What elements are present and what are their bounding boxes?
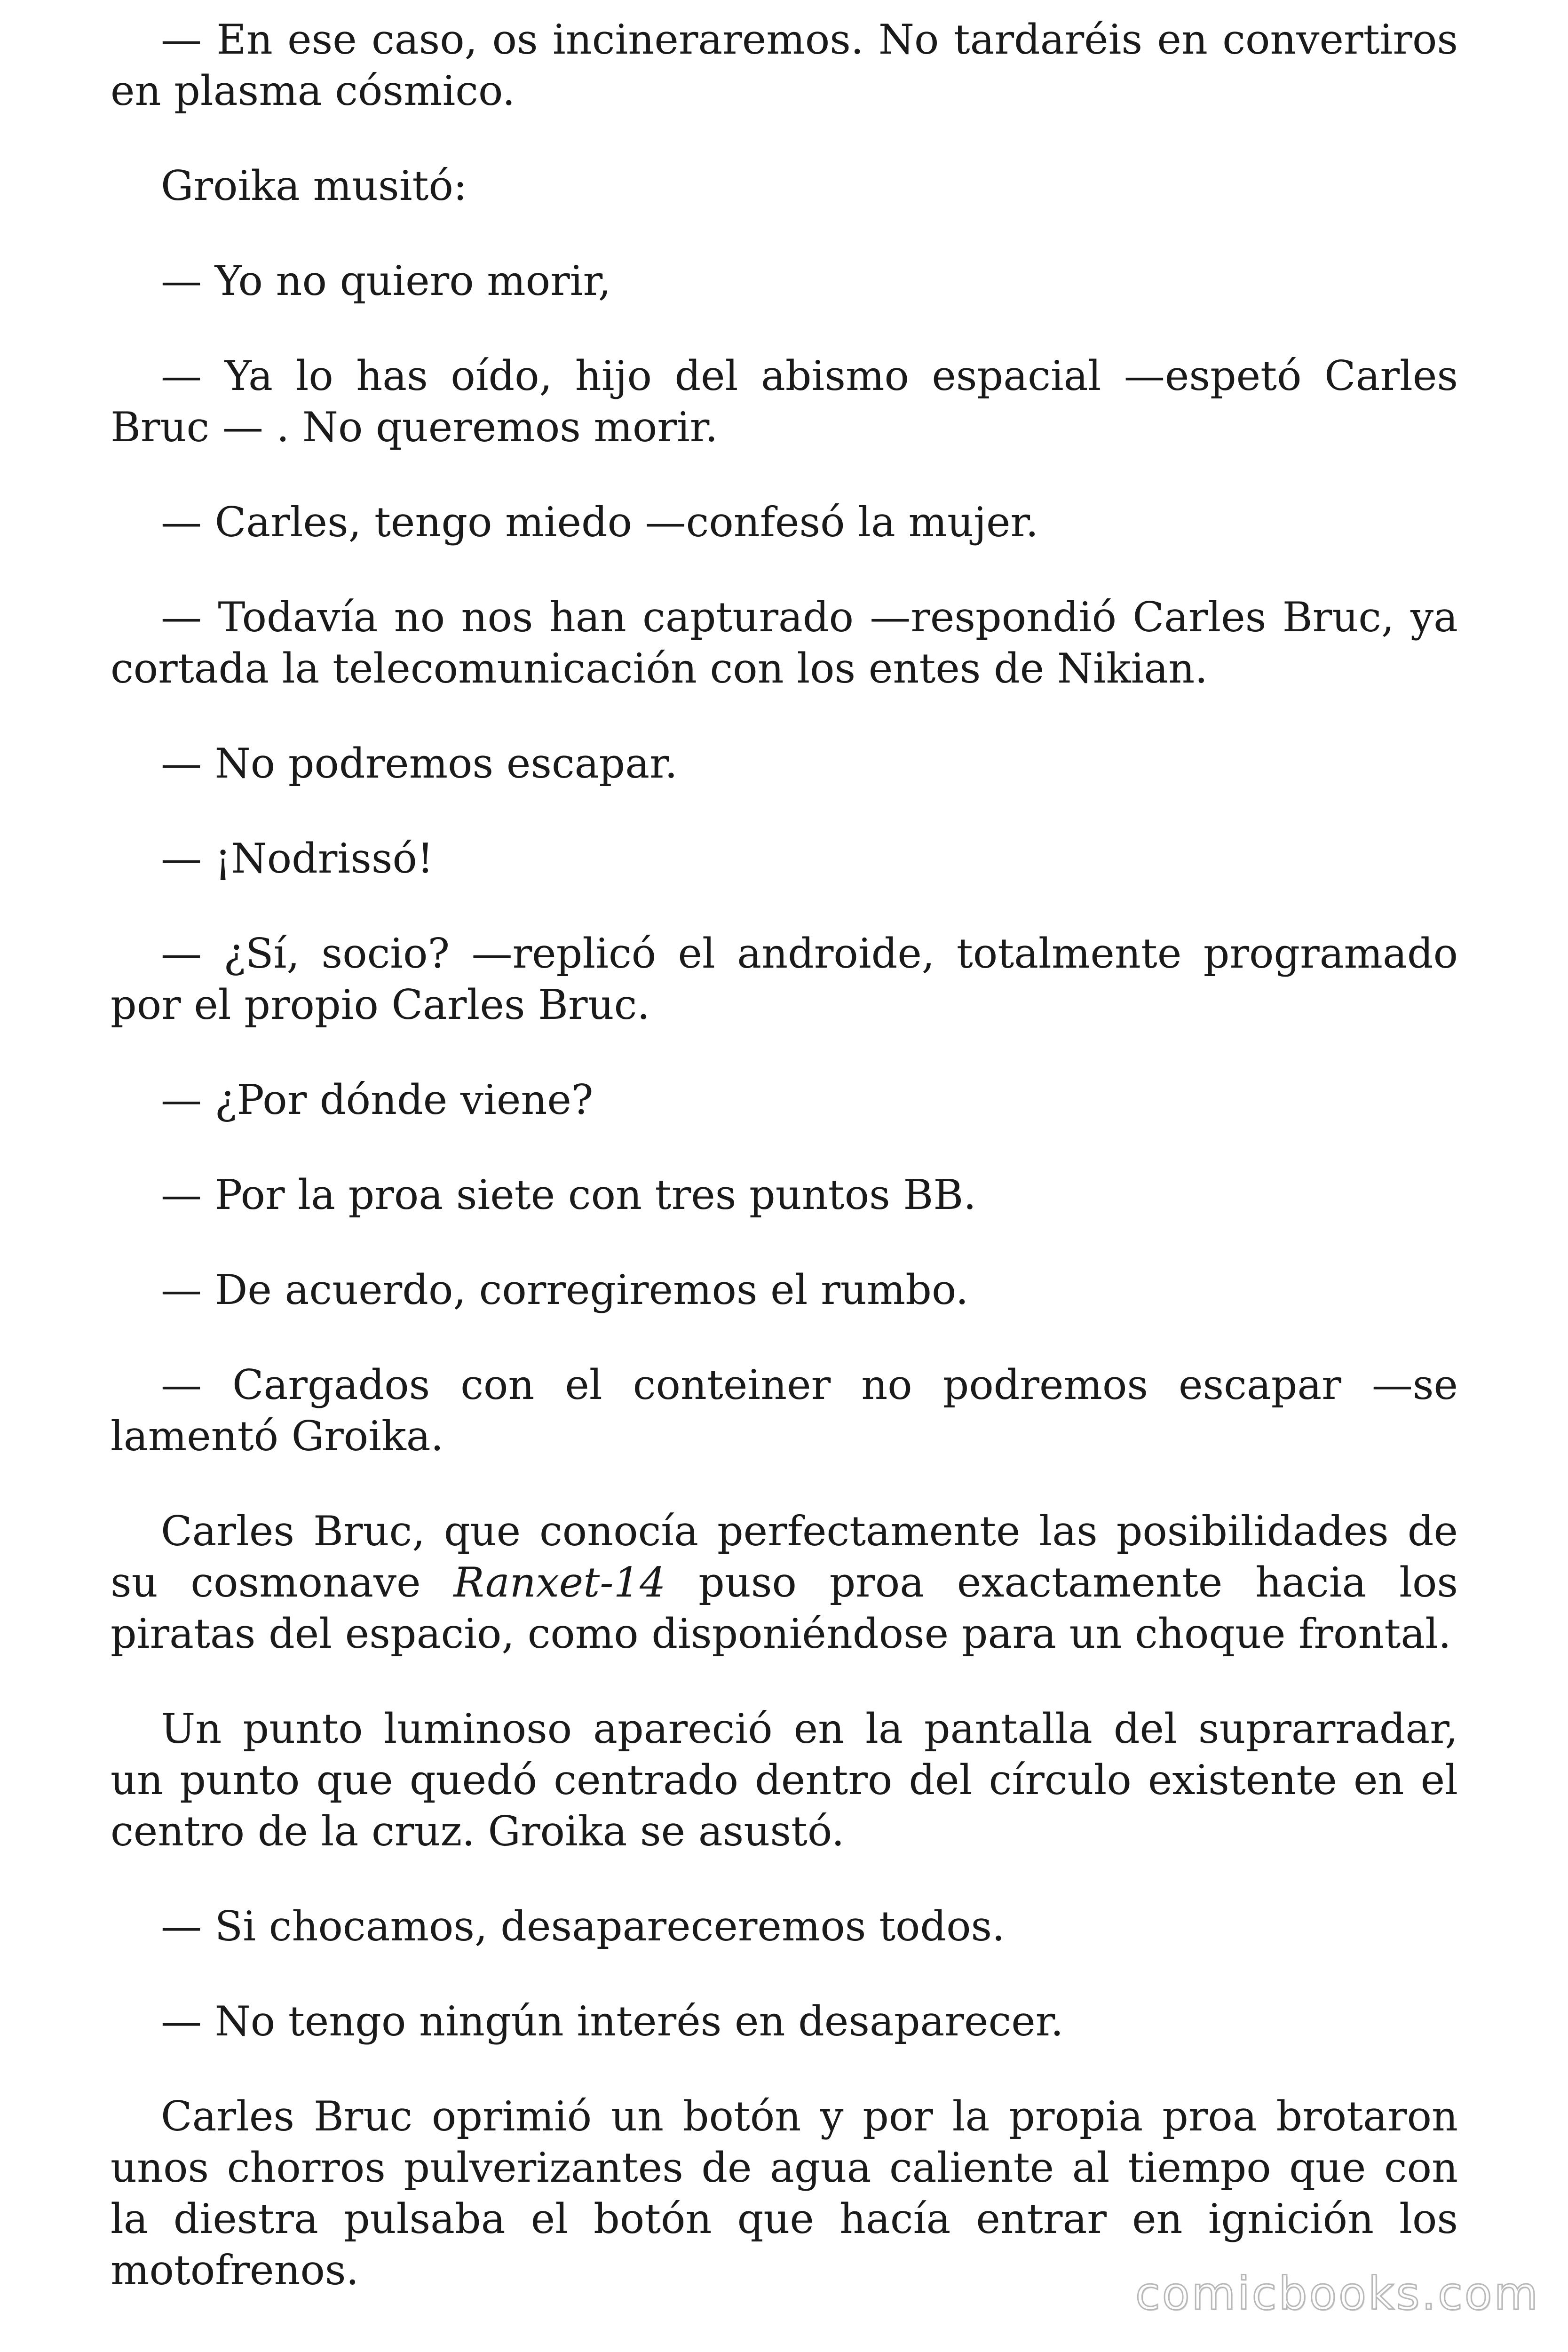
paragraph: — Si chocamos, desapareceremos todos. <box>161 1902 1005 1950</box>
paragraph: — En ese caso, os incineraremos. No tardaréis en convertiros en plasma cósmico. <box>111 16 1458 115</box>
paragraph: — No tengo ningún interés en desaparecer. <box>161 1997 1064 2045</box>
paragraph: — Todavía no nos han capturado —respondió Carles Bruc, ya cortada la telecomunicación con los entes de Nikian. <box>111 593 1458 692</box>
paragraph: — De acuerdo, corregiremos el rumbo. <box>161 1266 969 1314</box>
paragraph-text: Carles Bruc, que conocía perfectamente las posibilidades de su cosmonave <box>111 1507 1458 1606</box>
paragraph: — ¿Sí, socio? —replicó el androide, totalmente programado por el propio Carles Bruc. <box>111 930 1458 1029</box>
paragraph: Groika musitó: <box>161 162 467 210</box>
paragraph: — ¿Por dónde viene? <box>161 1076 594 1124</box>
watermark: comicbooks.com <box>1135 2267 1540 2320</box>
paragraph: — No podremos escapar. <box>161 739 678 787</box>
paragraph: — Carles, tengo miedo —confesó la mujer. <box>161 498 1039 546</box>
paragraph <box>111 1506 1458 1660</box>
page-body <box>111 14 1458 2340</box>
paragraph: — ¡Nodrissó! <box>161 834 434 882</box>
paragraph: — Ya lo has oído, hijo del abismo espacial —espetó Carles Bruc — . No queremos morir. <box>111 352 1458 451</box>
paragraph-text: puso proa exactamente hacia los piratas del espacio, como disponiéndose para un choque frontal. <box>111 1558 1458 1658</box>
paragraph: — Yo no quiero morir, <box>161 257 611 305</box>
paragraph: — Cargados con el conteiner no podremos escapar —se lamentó Groika. <box>111 1361 1458 1460</box>
paragraph: Carles Bruc oprimió un botón y por la propia proa brotaron unos chorros pulverizantes de agua caliente al tiempo que con la diestra pulsaba el botón que hacía entrar en ignición los motofrenos. <box>111 2092 1458 2294</box>
ship-name-emphasis: Ranxet-14 <box>453 1558 666 1606</box>
paragraph: — Por la proa siete con tres puntos BB. <box>161 1171 976 1219</box>
paragraph: Un punto luminoso apareció en la pantalla del suprarradar, un punto que quedó centrado dentro del círculo existente en el centro de la cruz. Groika se asustó. <box>111 1705 1458 1855</box>
